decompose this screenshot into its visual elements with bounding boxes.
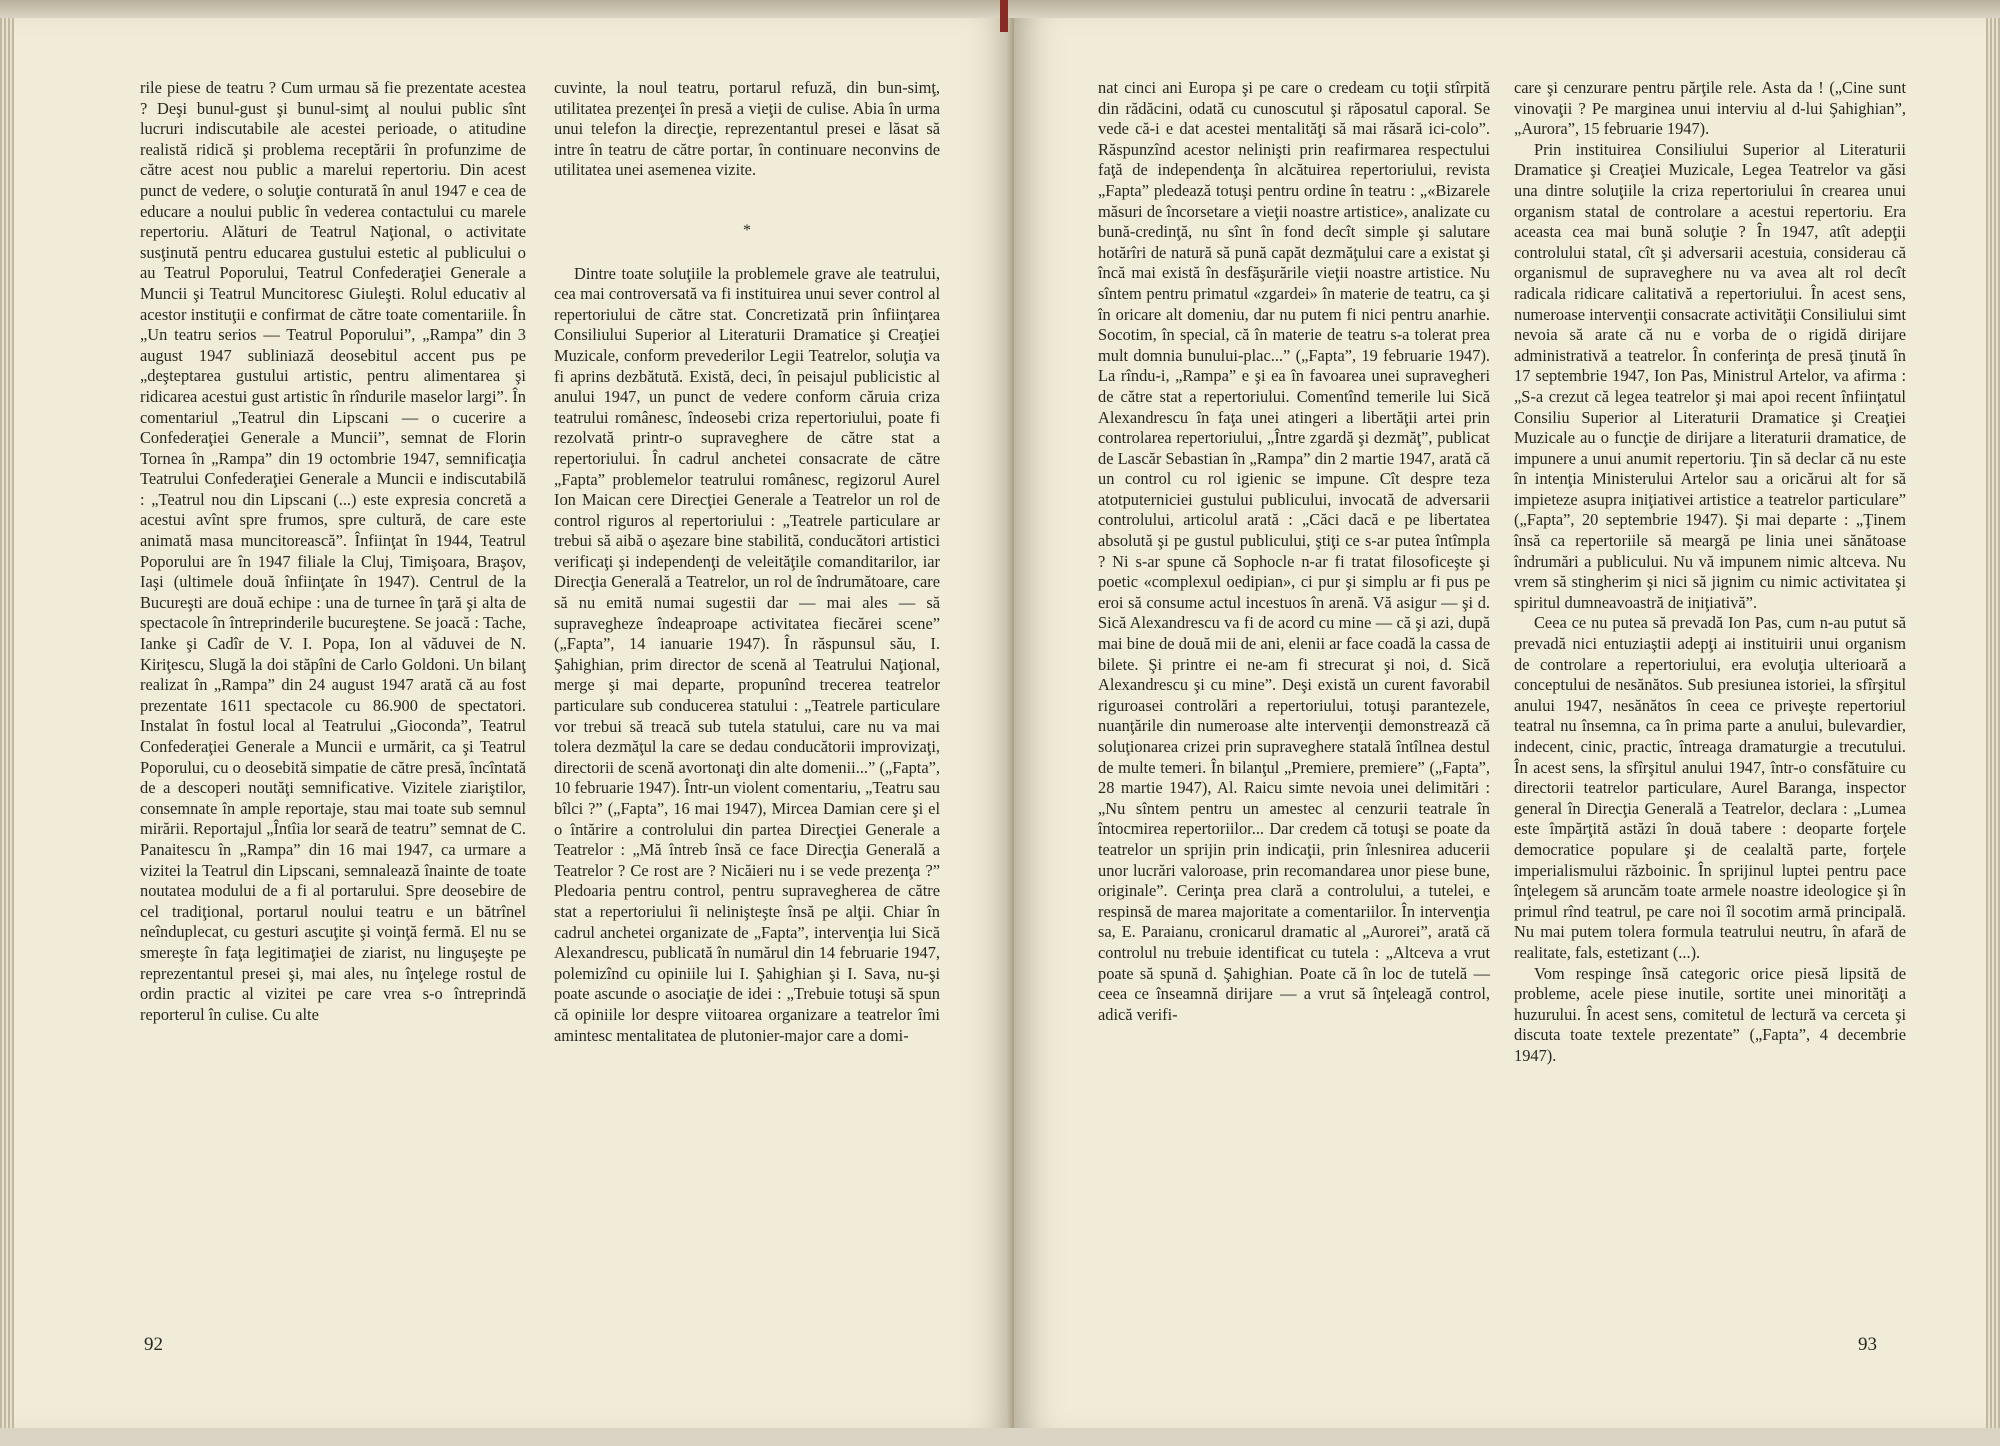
page-number-right: 93 xyxy=(1858,1334,1877,1355)
left-column-1 xyxy=(140,78,526,1025)
right-col2-paragraph-3: Ceea ce nu putea să prevadă Ion Pas, cum n-au putut să prevadă nici entuziaştii adepţi ai instituirii unui organism de controlare a repertoriului, era evoluţia ulterioară a conceptului de nesănătos. Sub presiunea istoriei, la sfîrşitul anului 1947, nesănătos în ceea ce priveşte repertoriul teatral nu însemna, ca în prima parte a anului, bulevardier, indecent, cinic, practic, întreaga dramaturgie a trecutului. În acest sens, la sfîrşitul anului 1947, într-o consfătuire cu directorii teatrelor particulare, Aurel Baranga, inspector general în Direcţia Generală a Teatrelor, declara : „Lumea este împărţită astăzi în două tabere : deoparte forţele democratice populare şi de cealaltă parte, forţele imperialismului războinic. În sprijinul luptei pentru pace înţelegem să aruncăm toate armele noastre ideologice şi în primul rînd teatrul, pe care noi îl socotim armă principală. Nu mai putem tolera formula teatrului neutru, în afară de realitate, fals, estetizant (...). xyxy=(1514,613,1906,962)
left-col2-paragraph-2: Dintre toate soluţiile la problemele grave ale teatrului, cea mai controversată va fi instituirea unui sever control al repertoriului de către stat. Concretizată prin înfiinţarea Consiliului Superior al Literaturii Dramatice şi Creaţiei Muzicale, conform prevederilor Legii Teatrelor, soluţia va fi aprins dezbătută. Există, deci, în peisajul publicistic al anului 1947, un punct de vedere conform căruia criza teatrului românesc, îndeosebi criza repertoriului, poate fi rezolvată printr-o supraveghere de către stat a repertoriului. În cadrul anchetei consacrate de către „Fapta” problemelor teatrului românesc, regizorul Aurel Ion Maican cere Direcţiei Generale a Teatrelor un rol de control riguros al repertoriului : „Teatrele particulare ar trebui să aibă o aşezare bine stabilită, conducători artistici verificaţi şi independenţi de veleităţile comanditarilor, iar Direcţia Generală a Teatrelor, un rol de îndrumătoare, care să nu emită numai sugestii dar — mai ales — să supravegheze îndeaproape activitatea fiecărei scene” („Fapta”, 14 ianuarie 1947). În răspunsul său, I. Şahighian, prim director de scenă al Teatrului Naţional, merge şi mai departe, propunînd trecerea teatrelor particulare sub conducerea statului : „Teatrele particulare vor trebui să treacă sub tutela statului, care nu va mai tolera dezmăţul la care se dedau conducătorii improvizaţi, directorii de scenă avortonaţi din alte domenii...” („Fapta”, 10 februarie 1947). Într-un violent comentariu, „Teatru sau bîlci ?” („Fapta”, 16 mai 1947), Mircea Damian cere şi el o întărire a controlului din partea Direcţiei Generale a Teatrelor : „Mă întreb însă ce face Direcţia Generală a Teatrelor ? Ce rost are ? Nicăieri nu i se vede prezenţa ?” Pledoaria pentru control, pentru supravegherea de către stat a repertoriului îi nelinişteşte însă pe alţii. Chiar în cadrul anchetei organizate de „Fapta”, intervenţia lui Sică Alexandrescu, publicată în numărul din 14 februarie 1947, polemizînd cu opiniile lui I. Şahighian şi I. Sava, nu-şi poate ascunde o asociaţie de idei : „Trebuie totuşi să spun că opiniile lor despre viitoarea organizare a teatrelor îmi amintesc mentalitatea de plutonier-major care a domi- xyxy=(554,263,940,1045)
right-col2-paragraph-1: care şi cenzurare pentru părţile rele. Asta da ! („Cine sunt vinovaţii ? Pe marginea unui interviu al d-lui Şahighian”, „Aurora”, 15 februarie 1947). xyxy=(1514,78,1906,139)
right-col2-paragraph-2: Prin instituirea Consiliului Superior al Literaturii Dramatice şi Creaţiei Muzicale, Legea Teatrelor va găsi una dintre soluţiile la criza repertoriului în crearea unui organism statal de controlare a acestui repertoriu. Era aceasta cea mai bună soluţie ? În 1947, atît adepţii controlului statal, cît şi adversarii acestuia, considerau că organismul de supraveghere nu va avea alt rol decît radicala ridicare calitativă a repertoriului. În acest sens, numeroase intervenţii consacrate activităţii Consiliului simt nevoia să arate că nu e vorba de o rigidă dirijare administrativă a teatrelor. În conferinţa de presă ţinută în 17 septembrie 1947, Ion Pas, Ministrul Artelor, va afirma : „S-a crezut că legea teatrelor şi mai apoi recent înfiinţatul Consiliu Superior al Literaturii Dramatice şi Creaţiei Muzicale au o funcţie de dirijare a literaturii dramatice, de impunere a unui anumit repertoriu. Ţin să declar că nu este în intenţia Ministerului Artelor sau a oricărui alt for să impieteze asupra iniţiativei artistice a teatrelor particulare” („Fapta”, 20 septembrie 1947). Şi mai departe : „Ţinem însă ca repertoriile să meargă pe linia unei sănătoase îndrumări a publicului. Nu vă impunem nimic altceva. Nu vrem să stingherim şi nici să jignim cu nimic activitatea şi spiritul dumneavoastră de iniţiativă”. xyxy=(1514,139,1906,612)
page-number-left: 92 xyxy=(144,1334,163,1355)
left-column-2 xyxy=(554,78,940,1046)
right-col2-paragraph-4: Vom respinge însă categoric orice piesă lipsită de probleme, acele piese inutile, sortite unei minorităţi a huzurului. În acest sens, comitetul de lectură va cerceta şi discuta toate textele prezentate” („Fapta”, 4 decembrie 1947). xyxy=(1514,963,1906,1065)
left-col1-paragraph: rile piese de teatru ? Cum urmau să fie prezentate acestea ? Deşi bunul-gust şi bunul-simţ al noului public sînt lucruri indiscutabile ale acestei perioade, o atitudine realistă ridică şi problema receptării în profunzime de către acest nou public a marelui repertoriu. Din acest punct de vedere, o soluţie conturată în anul 1947 e cea de educare a noului public în vederea contactului cu marele repertoriu. Alături de Teatrul Naţional, o activitate susţinută pentru educarea gustului estetic al publicului o au Teatrul Poporului, Teatrul Confederaţiei Generale a Muncii şi Teatrul Muncitoresc Giuleşti. Rolul educativ al acestor instituţii e confirmat de către toate comentariile. În „Un teatru serios — Teatrul Poporului”, „Rampa” din 3 august 1947 subliniază deosebitul accent pus pe „deşteptarea gustului artistic, pentru alimentarea şi ridicarea acestui gust artistic în rîndurile maselor largi”. În comentariul „Teatrul din Lipscani — o cucerire a Confederaţiei Generale a Muncii”, semnat de Florin Tornea în „Rampa” din 19 octombrie 1947, semnificaţia Teatrului Confederaţiei Generale a Muncii e indiscutabilă : „Teatrul nou din Lipscani (...) este expresia concretă a acestui avînt spre frumos, spre cultură, de care este animată masa muncitorească”. Înfiinţat în 1944, Teatrul Poporului are în 1947 filiale la Cluj, Timişoara, Braşov, Iaşi (ultimele două înfiinţate în 1947). Centrul de la Bucureşti are două echipe : una de turnee în ţară şi alta de spectacole în întreprinderile bucureştene. Se joacă : Tache, Ianke şi Cadîr de V. I. Popa, Ion al văduvei de N. Kiriţescu, Slugă la doi stăpîni de Carlo Goldoni. Un bilanţ realizat în „Rampa” din 24 august 1947 arată că au fost prezentate 1611 spectacole cu 86.900 de spectatori. Instalat în fostul local al Teatrului „Gioconda”, Teatrul Confederaţiei Generale a Muncii e urmărit, ca şi Teatrul Poporului, cu o deosebită simpatie de către presă, încîntată de a descoperi noutăţi semnificative. Vizitele ziariştilor, consemnate în ample reportaje, stau mai toate sub semnul mirării. Reportajul „Întîia lor seară de teatru” semnat de C. Panaitescu în „Rampa” din 16 mai 1947, ca urmare a vizitei la Teatrul din Lipscani, semnalează înainte de toate noutatea modului de a fi al portarului. Spre deosebire de cel tradiţional, portarul noului teatru e un bătrînel neînduplecat, cu gesturi ascuţite şi voinţă fermă. El nu se smereşte în faţa legitimaţiei de ziarist, nu linguşeşte pe reprezentantul presei şi, mai ales, nu înţelege rostul de ordin practic al vizitei pe care vrea s-o întreprindă reporterul în culise. Cu alte xyxy=(140,78,526,1024)
section-separator-star: * xyxy=(743,221,751,239)
left-page-edges xyxy=(0,18,14,1428)
left-col2-paragraph-1: cuvinte, la noul teatru, portarul refuză, din bun-simţ, utilitatea prezenţei în presă a vieţii de culise. Abia în urma unui telefon la direcţie, reprezentantul presei e lăsat să intre în teatru de către portar, în continuare neconvins de utilitatea unei asemenea vizite. xyxy=(554,78,940,180)
right-page xyxy=(1014,18,2000,1428)
right-column-2 xyxy=(1514,78,1906,1067)
bookmark-ribbon xyxy=(1000,0,1008,32)
right-column-1 xyxy=(1098,78,1490,1025)
left-page xyxy=(14,18,1014,1428)
right-page-edges xyxy=(1986,18,2000,1428)
right-col1-paragraph: nat cinci ani Europa şi pe care o credeam cu toţii stîrpită din rădăcini, odată cu cunoscutul şi răposatul caporal. Se vede că-i e dat acestei mentalităţi să mai răsară ici-colo”. Răspunzînd acestor nelinişti prin reafirmarea respectului faţă de independenţa în alcătuirea repertoriului, revista „Fapta” pledează totuşi pentru ordine în teatru : „«Bizarele măsuri de încorsetare a vieţii noastre artistice», analizate cu bună-credinţă, nu sînt în fond decît simple şi salutare hotărîri de natură să pună capăt dezmăţului care a existat şi încă mai există în desfăşurările vieţii noastre artistice. Nu sîntem pentru primatul «zgardei» în materie de teatru, ca şi în oricare alt domeniu, dar nu putem fi nici pentru anarhie. Socotim, în special, că în materie de teatru s-a tolerat prea mult domnia bunului-plac...” („Fapta”, 19 februarie 1947). La rîndu-i, „Rampa” e şi ea în favoarea unei supravegheri de către stat a repertoriului. Comentînd temerile lui Sică Alexandrescu în faţa unei atingeri a libertăţii artei prin controlarea repertoriului, „Între zgardă şi dezmăţ”, publicat de Lascăr Sebastian în „Rampa” din 2 martie 1947, arată că un control cu rol igienic se impune. Cît despre teza atotputerniciei gustului publicului, invocată de adversarii controlului, articolul arată : „Căci dacă e pe libertatea absolută şi pe gustul publicului, ştiţi ce s-ar putea întîmpla ? Ni s-ar spune că Sophocle n-ar fi tratat filosoficeşte şi poetic «complexul oedipian», ci pur şi simplu ar fi pus pe eroi să consume actul incestuos în arenă. Vă asigur — şi d. Sică Alexandrescu va fi de acord cu mine — că şi azi, după mai bine de două mii de ani, elenii ar face coadă la cassa de bilete. Şi printre ei ne-am fi strecurat şi noi, d. Sică Alexandrescu şi cu mine”. Deşi există un curent favorabil riguroasei controlări a repertoriului, totuşi parantezele, nuanţările din numeroase alte intervenţii demonstrează că soluţionarea crizei prin supraveghere statală întîlnea destul de multe temeri. În bilanţul „Premiere, premiere” („Fapta”, 28 martie 1947), Al. Raicu simte nevoia unei delimitări : „Nu sîntem pentru un amestec al cenzurii teatrale în întocmirea repertoriilor... Dar credem că totuşi se poate da teatrelor un sprijin prin indicaţii, prin înlesnirea aducerii unor lucrări valoroase, prin recomandarea unor piese bune, originale”. Cerinţa prea clară a controlului, a tutelei, e respinsă de marea majoritate a comentariilor. În intervenţia sa, E. Paraianu, cronicarul dramatic al „Aurorei”, arată că controlul nu trebuie identificat cu tutela : „Altceva a vrut poate să spună d. Şahighian. Poate că în loc de tutelă — ceea ce înseamnă dirijare — a vrut să înţeleagă control, adică verifi- xyxy=(1098,78,1490,1024)
